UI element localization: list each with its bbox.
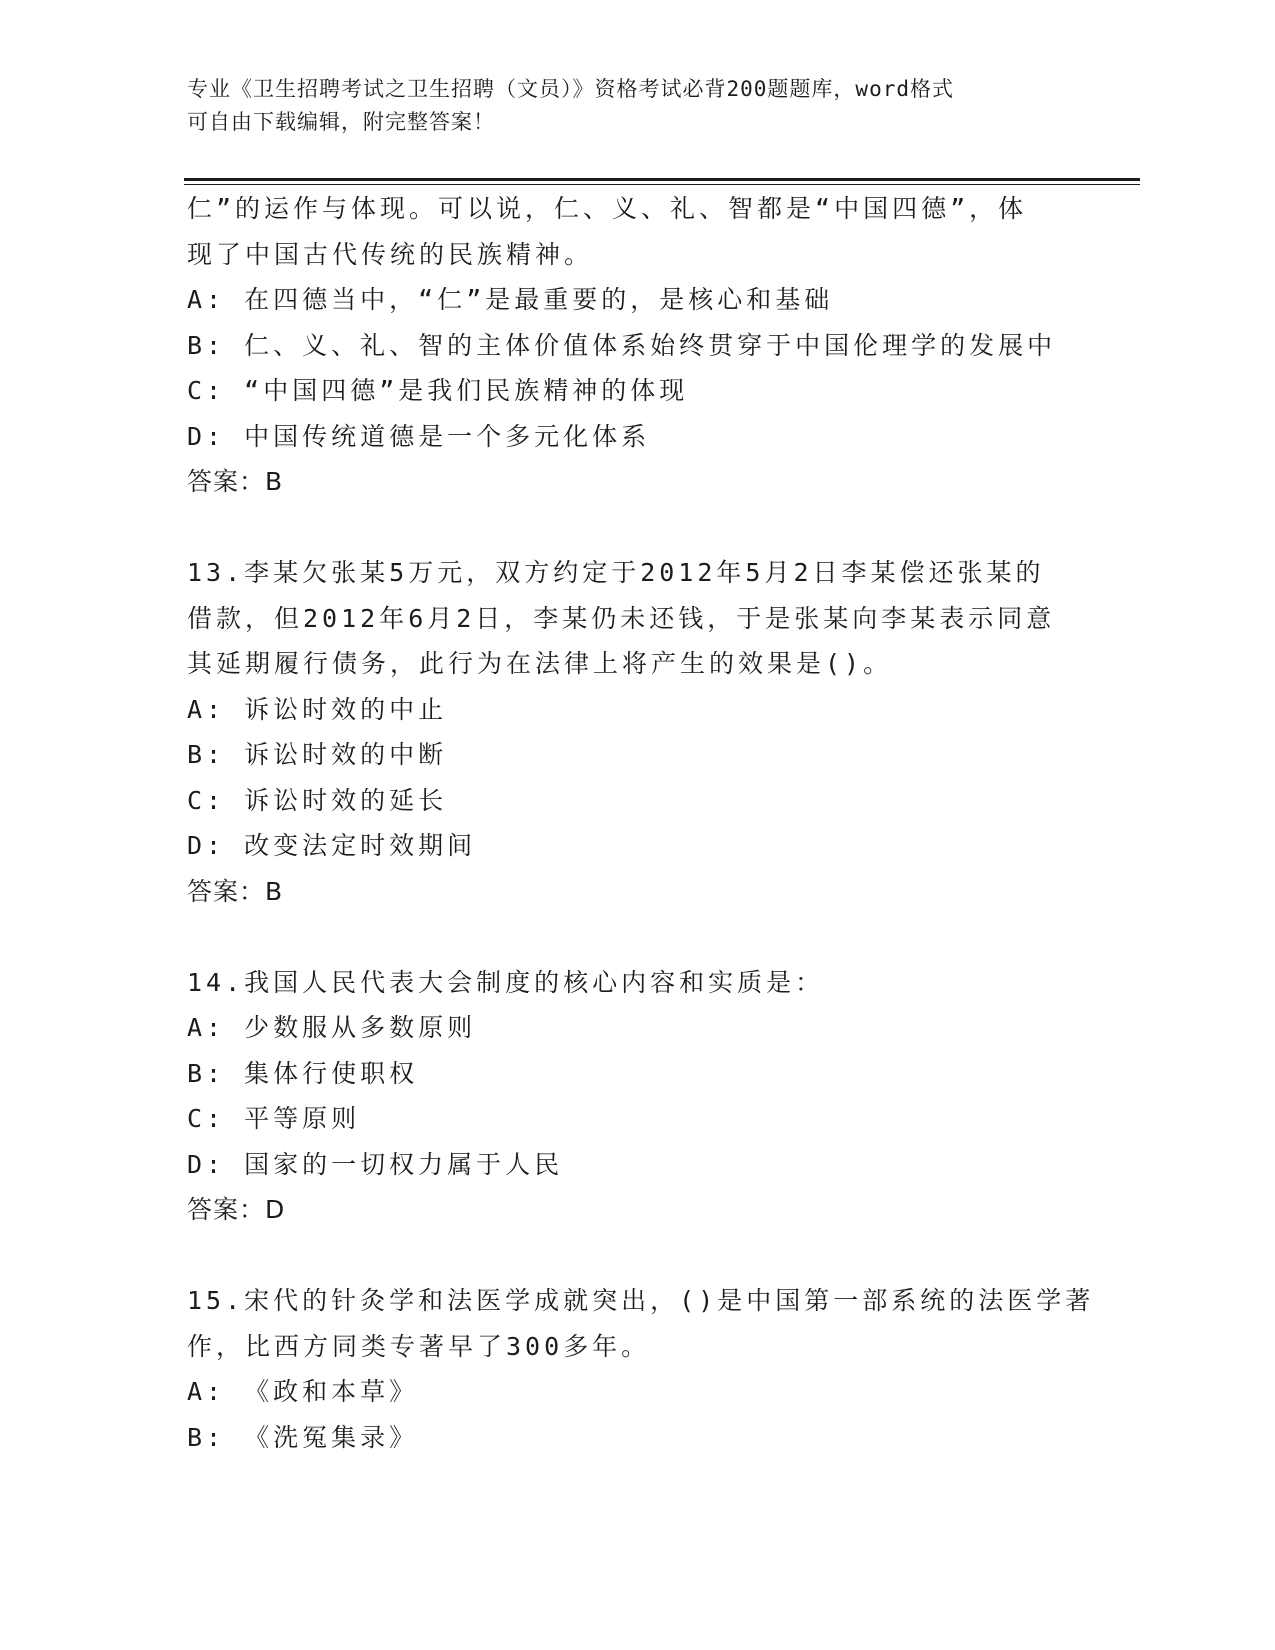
option-b: B: 集体行使职权 (187, 1058, 419, 1088)
spacer (187, 1233, 1087, 1279)
answer-label: 答案：B (187, 467, 284, 496)
option-b: B: 诉讼时效的中断 (187, 740, 448, 769)
option-d: D: 改变法定时效期间 (187, 831, 477, 860)
question-14 (187, 960, 1087, 1233)
spacer (187, 914, 1087, 960)
option-a: A: 《政和本草》 (187, 1377, 419, 1406)
question-12-continued (187, 186, 1087, 505)
question-13 (187, 550, 1087, 914)
option-c: C: 诉讼时效的延长 (187, 785, 448, 815)
question-list (187, 186, 1095, 1460)
question-text-line: 仁”的运作与体现。可以说，仁、义、礼、智都是“中国四德”，体 (187, 194, 1028, 223)
question-text-line: 借款，但2012年6月2日，李某仍未还钱，于是张某向李某表示同意 (187, 603, 1056, 633)
option-c: C: “中国四德”是我们民族精神的体现 (187, 376, 689, 405)
question-text-line: 其延期履行债务，此行为在法律上将产生的效果是()。 (187, 649, 893, 678)
answer-label: 答案：B (187, 876, 284, 906)
question-text-line: 现了中国古代传统的民族精神。 (187, 239, 594, 269)
question-text-line: 13.李某欠张某5万元，双方约定于2012年5月2日李某偿还张某的 (187, 558, 1045, 587)
option-b: B: 《洗冤集录》 (187, 1422, 419, 1452)
option-d: D: 国家的一切权力属于人民 (187, 1149, 564, 1179)
question-text-line: 作，比西方同类专著早了300多年。 (187, 1331, 651, 1361)
option-b: B: 仁、义、礼、智的主体价值体系始终贯穿于中国伦理学的发展中 (187, 330, 1057, 360)
question-text-line: 14.我国人民代表大会制度的核心内容和实质是： (187, 967, 825, 997)
option-a: A: 诉讼时效的中止 (187, 694, 448, 724)
header-line-2: 可自由下载编辑，附完整答案！ (187, 110, 495, 134)
option-d: D: 中国传统道德是一个多元化体系 (187, 421, 651, 451)
spacer (187, 505, 1087, 551)
header-rule-thin (184, 184, 1140, 185)
question-15 (187, 1278, 1095, 1460)
option-c: C: 平等原则 (187, 1104, 361, 1133)
answer-label: 答案：D (187, 1195, 286, 1224)
question-text-line: 15.宋代的针灸学和法医学成就突出，()是中国第一部系统的法医学著 (187, 1286, 1095, 1315)
document-header (187, 73, 1087, 139)
option-a: A: 在四德当中，“仁”是最重要的，是核心和基础 (187, 285, 834, 314)
header-rule-thick (184, 178, 1140, 181)
header-line-1: 专业《卫生招聘考试之卫生招聘（文员）》资格考试必背200题题库，word格式 (187, 77, 954, 101)
option-a: A: 少数服从多数原则 (187, 1013, 477, 1042)
